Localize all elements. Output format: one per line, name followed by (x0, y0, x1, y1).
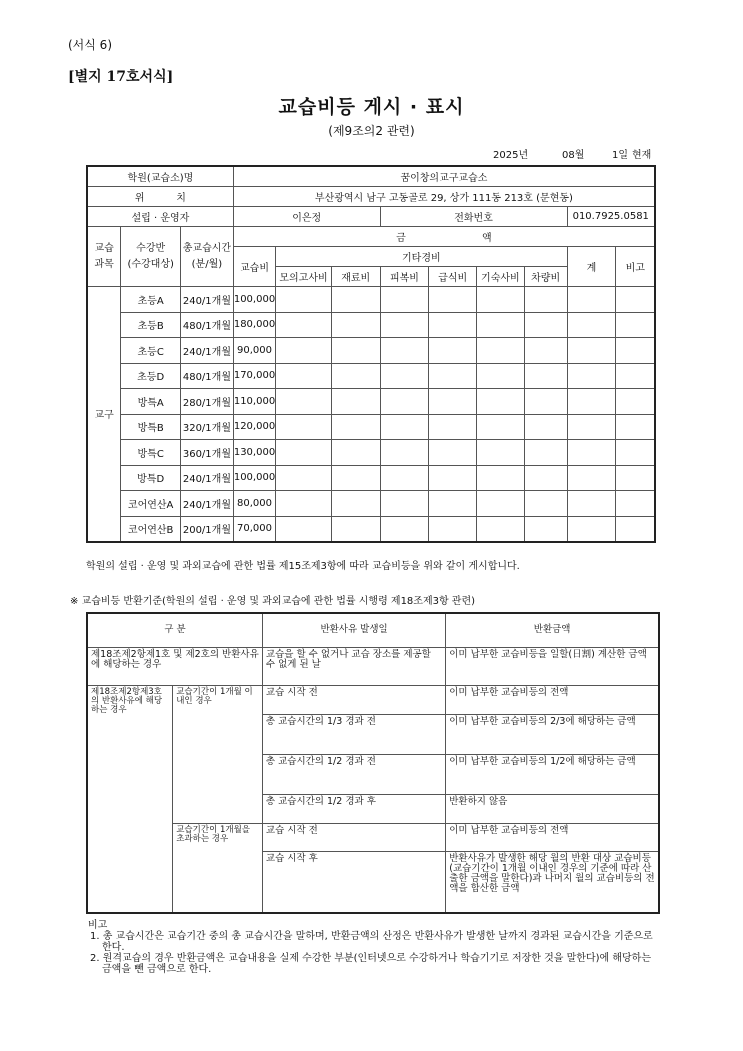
posting-notice: 학원의 설립 · 운영 및 과외교습에 관한 법률 제15조제3항에 따라 교습비등을 위와 같이 게시합니다. (86, 561, 520, 572)
hours-cell: 320/1개월 (181, 414, 234, 440)
sub1-reason-0: 교습 시작 전 (262, 685, 445, 714)
empty-cell (429, 491, 477, 517)
hours-cell: 480/1개월 (181, 312, 234, 338)
empty-cell (276, 516, 332, 542)
empty-cell (477, 516, 525, 542)
empty-cell (524, 338, 567, 364)
empty-cell (477, 338, 525, 364)
empty-cell (331, 516, 380, 542)
sub2-reason-1: 교습 시작 후 (262, 851, 445, 913)
empty-cell (524, 516, 567, 542)
remarks-section (88, 920, 658, 975)
hours-header: 총교습시간 (분/월) (181, 227, 234, 287)
empty-cell (429, 312, 477, 338)
empty-cell (429, 465, 477, 491)
empty-cell (616, 440, 655, 466)
empty-cell (380, 491, 429, 517)
sub1-amount-0: 이미 납부한 교습비등의 전액 (446, 685, 659, 714)
empty-cell (567, 516, 616, 542)
empty-cell (331, 363, 380, 389)
empty-cell (429, 287, 477, 313)
hours-cell: 240/1개월 (181, 287, 234, 313)
empty-cell (616, 312, 655, 338)
refund-heading: ※ 교습비등 반환기준(학원의 설립 · 운영 및 과외교습에 관한 법률 시행령 제18조제3항 관련) (70, 596, 476, 607)
empty-cell (380, 363, 429, 389)
empty-cell (616, 338, 655, 364)
empty-cell (380, 338, 429, 364)
empty-cell (331, 338, 380, 364)
sub2-label: 교습기간이 1개월을 초과하는 경우 (173, 823, 263, 913)
empty-cell (567, 287, 616, 313)
empty-cell (380, 287, 429, 313)
fee-row (87, 414, 655, 440)
fee-row (87, 516, 655, 542)
tuition-cell: 100,000 (233, 287, 275, 313)
other-expenses-header: 기타경비 (276, 247, 567, 267)
date-month: 08월 (562, 150, 585, 161)
page-title: 교습비등 게시 · 표시 (278, 96, 465, 118)
subject-cell: 교구 (87, 287, 121, 542)
class-cell: 방특B (121, 414, 181, 440)
empty-cell (524, 312, 567, 338)
empty-cell (276, 414, 332, 440)
hours-cell: 240/1개월 (181, 338, 234, 364)
empty-cell (276, 363, 332, 389)
class-cell: 코어연산A (121, 491, 181, 517)
empty-cell (567, 465, 616, 491)
operator-value: 이은정 (233, 207, 380, 227)
row1-reason-date: 교습을 할 수 없거나 교습 장소를 제공할 수 없게 된 날 (262, 647, 445, 685)
empty-cell (477, 491, 525, 517)
fee-table (86, 165, 656, 543)
tuition-cell: 110,000 (233, 389, 275, 415)
empty-cell (331, 491, 380, 517)
empty-cell (331, 465, 380, 491)
empty-cell (380, 414, 429, 440)
fee-row (87, 465, 655, 491)
tuition-cell: 100,000 (233, 465, 275, 491)
phone-label: 전화번호 (380, 207, 567, 227)
empty-cell (567, 491, 616, 517)
empty-cell (567, 338, 616, 364)
tuition-cell: 130,000 (233, 440, 275, 466)
empty-cell (331, 414, 380, 440)
sub1-amount-1: 이미 납부한 교습비등의 2/3에 해당하는 금액 (446, 714, 659, 754)
class-cell: 방특C (121, 440, 181, 466)
empty-cell (524, 363, 567, 389)
hours-cell: 240/1개월 (181, 491, 234, 517)
operator-label: 설립 · 운영자 (87, 207, 233, 227)
fee-row (87, 389, 655, 415)
empty-cell (380, 312, 429, 338)
other-expense-header: 기숙사비 (477, 267, 525, 287)
subject-header: 교습 과목 (87, 227, 121, 287)
empty-cell (477, 414, 525, 440)
empty-cell (429, 363, 477, 389)
tuition-cell: 180,000 (233, 312, 275, 338)
hours-cell: 280/1개월 (181, 389, 234, 415)
class-cell: 초등D (121, 363, 181, 389)
sub2-amount-1: 반환사유가 발생한 해당 월의 반환 대상 교습비등(교습기간이 1개월 이내인 경우의 기준에 따라 산출한 금액을 말한다)과 나머지 월의 교습비등의 전액을 합산한 금액 (446, 851, 659, 913)
empty-cell (616, 287, 655, 313)
class-cell: 방특A (121, 389, 181, 415)
empty-cell (380, 389, 429, 415)
remarks-title: 비고 (88, 920, 108, 931)
empty-cell (429, 414, 477, 440)
hours-cell: 480/1개월 (181, 363, 234, 389)
empty-cell (276, 440, 332, 466)
empty-cell (524, 389, 567, 415)
row1-category: 제18조제2항제1호 및 제2호의 반환사유에 해당하는 경우 (87, 647, 262, 685)
empty-cell (524, 440, 567, 466)
empty-cell (429, 338, 477, 364)
empty-cell (276, 287, 332, 313)
reason-date-header: 반환사유 발생일 (262, 613, 445, 647)
amount-header: 금 액 (233, 227, 655, 247)
refund-table (86, 612, 660, 914)
location-value: 부산광역시 남구 고동골로 29, 상가 111동 213호 (문현동) (233, 187, 655, 207)
empty-cell (567, 363, 616, 389)
empty-cell (524, 414, 567, 440)
tuition-cell: 170,000 (233, 363, 275, 389)
class-header: 수강반 (수강대상) (121, 227, 181, 287)
sub1-reason-1: 총 교습시간의 1/3 경과 전 (262, 714, 445, 754)
empty-cell (477, 363, 525, 389)
other-expense-header: 모의고사비 (276, 267, 332, 287)
remarks-header: 비고 (616, 247, 655, 287)
empty-cell (477, 440, 525, 466)
empty-cell (616, 516, 655, 542)
total-header: 계 (567, 247, 616, 287)
empty-cell (331, 287, 380, 313)
empty-cell (429, 440, 477, 466)
empty-cell (429, 516, 477, 542)
tuition-cell: 90,000 (233, 338, 275, 364)
empty-cell (276, 491, 332, 517)
empty-cell (616, 465, 655, 491)
empty-cell (524, 287, 567, 313)
hours-cell: 240/1개월 (181, 465, 234, 491)
empty-cell (380, 440, 429, 466)
empty-cell (331, 440, 380, 466)
empty-cell (477, 287, 525, 313)
hours-cell: 200/1개월 (181, 516, 234, 542)
sub1-label: 교습기간이 1개월 이내인 경우 (173, 685, 263, 823)
sub1-reason-3: 총 교습시간의 1/2 경과 후 (262, 794, 445, 823)
fee-row (87, 287, 655, 313)
tuition-cell: 120,000 (233, 414, 275, 440)
annex-label: [별지 17호서식] (68, 69, 174, 85)
academy-name-label: 학원(교습소)명 (87, 166, 233, 187)
empty-cell (616, 363, 655, 389)
class-cell: 초등A (121, 287, 181, 313)
fee-row (87, 338, 655, 364)
empty-cell (331, 312, 380, 338)
empty-cell (429, 389, 477, 415)
empty-cell (276, 465, 332, 491)
phone-value: 010.7925.0581 (567, 207, 655, 227)
empty-cell (380, 465, 429, 491)
sub1-amount-2: 이미 납부한 교습비등의 1/2에 해당하는 금액 (446, 754, 659, 794)
empty-cell (567, 312, 616, 338)
tuition-header: 교습비 (233, 247, 275, 287)
fee-row (87, 312, 655, 338)
tuition-cell: 80,000 (233, 491, 275, 517)
class-cell: 방특D (121, 465, 181, 491)
empty-cell (524, 465, 567, 491)
tuition-cell: 70,000 (233, 516, 275, 542)
empty-cell (524, 491, 567, 517)
empty-cell (567, 389, 616, 415)
empty-cell (567, 440, 616, 466)
fee-row (87, 491, 655, 517)
empty-cell (477, 312, 525, 338)
fee-row (87, 440, 655, 466)
empty-cell (477, 389, 525, 415)
empty-cell (276, 312, 332, 338)
academy-name-value: 꿈이창의교구교습소 (233, 166, 655, 187)
sub1-reason-2: 총 교습시간의 1/2 경과 전 (262, 754, 445, 794)
page-subtitle: (제9조의2 관련) (328, 124, 415, 138)
empty-cell (477, 465, 525, 491)
refund-amount-header: 반환금액 (446, 613, 659, 647)
form-number: (서식 6) (68, 38, 112, 52)
date-day: 1일 (612, 150, 629, 161)
group-category: 제18조제2항제3호의 반환사유에 해당하는 경우 (87, 685, 173, 913)
empty-cell (616, 491, 655, 517)
other-expense-header: 피복비 (380, 267, 429, 287)
hours-cell: 360/1개월 (181, 440, 234, 466)
class-cell: 초등B (121, 312, 181, 338)
empty-cell (276, 338, 332, 364)
remark-item-2: 2. 원격교습의 경우 반환금액은 교습내용을 실제 수강한 부분(인터넷으로 수강하거나 학습기기로 저장한 것을 말한다)에 해당하는 금액을 뺀 금액으로 한다. (90, 953, 651, 975)
other-expense-header: 급식비 (429, 267, 477, 287)
empty-cell (380, 516, 429, 542)
row1-amount: 이미 납부한 교습비등을 일할(日割) 계산한 금액 (446, 647, 659, 685)
class-cell: 초등C (121, 338, 181, 364)
empty-cell (616, 414, 655, 440)
date-suffix: 현재 (632, 150, 652, 161)
location-label: 위 치 (87, 187, 233, 207)
category-header: 구 분 (87, 613, 262, 647)
sub2-reason-0: 교습 시작 전 (262, 823, 445, 851)
sub2-amount-0: 이미 납부한 교습비등의 전액 (446, 823, 659, 851)
fee-row (87, 363, 655, 389)
date-year: 2025년 (493, 150, 529, 161)
empty-cell (567, 414, 616, 440)
other-expense-header: 차량비 (524, 267, 567, 287)
remark-item-1: 1. 총 교습시간은 교습기간 중의 총 교습시간을 말하며, 반환금액의 산정은 반환사유가 발생한 날까지 경과된 교습시간을 기준으로 한다. (90, 931, 653, 953)
empty-cell (276, 389, 332, 415)
other-expense-header: 재료비 (331, 267, 380, 287)
empty-cell (616, 389, 655, 415)
empty-cell (331, 389, 380, 415)
sub1-amount-3: 반환하지 않음 (446, 794, 659, 823)
class-cell: 코어연산B (121, 516, 181, 542)
